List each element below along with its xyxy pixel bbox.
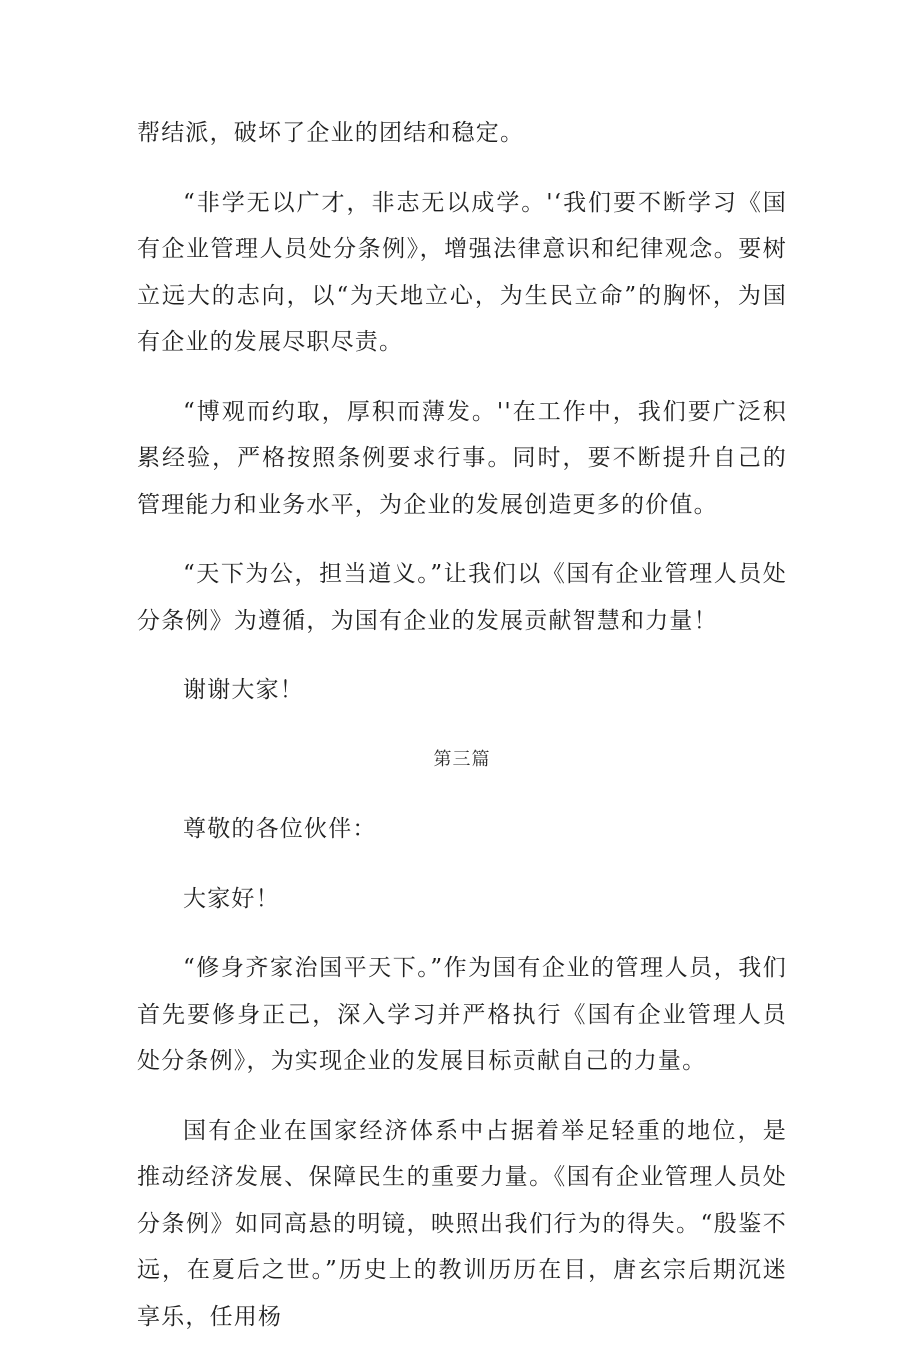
section-heading: 第三篇 (433, 748, 491, 770)
paragraph-state-enterprise: 国有企业在国家经济体系中占据着举足轻重的地位，是推动经济发展、保障民生的重要力量。《国有企业管理人员处分条例》如同高悬的明镜，映照出我们行为的得失。“殷鉴不远，在夏后之世。”历史上的教训历历在目，唐玄宗后期沉迷享乐，任用杨 (137, 1117, 787, 1330)
paragraph-self-cultivation: “修身齐家治国平天下。”作为国有企业的管理人员，我们首先要修身正己，深入学习并严格执行《国有企业管理人员处分条例》，为实现企业的发展目标贡献自己的力量。 (137, 955, 787, 1074)
paragraph-continuation: 帮结派，破坏了企业的团结和稳定。 (137, 120, 525, 146)
paragraph-thanks: 谢谢大家！ (183, 677, 304, 703)
paragraph-quote-accumulate: “博观而约取，厚积而薄发。''在工作中，我们要广泛积累经验，严格按照条例要求行事。同时，要不断提升自己的管理能力和业务水平，为企业的发展创造更多的价值。 (137, 398, 787, 518)
paragraph-greeting: 大家好！ (183, 885, 280, 912)
paragraph-quote-study: “非学无以广才，非志无以成学。'‘我们要不断学习《国有企业管理人员处分条例》，增强法律意识和纪律观念。要树立远大的志向，以“为天地立心，为生民立命”的胸怀，为国有企业的发展尽职尽责。 (137, 189, 787, 355)
paragraph-salutation: 尊敬的各位伙伴： (183, 816, 377, 842)
paragraph-quote-public: “天下为公，担当道义。”让我们以《国有企业管理人员处分条例》为遵循，为国有企业的发展贡献智慧和力量！ (137, 561, 787, 634)
document-body (137, 110, 787, 1363)
